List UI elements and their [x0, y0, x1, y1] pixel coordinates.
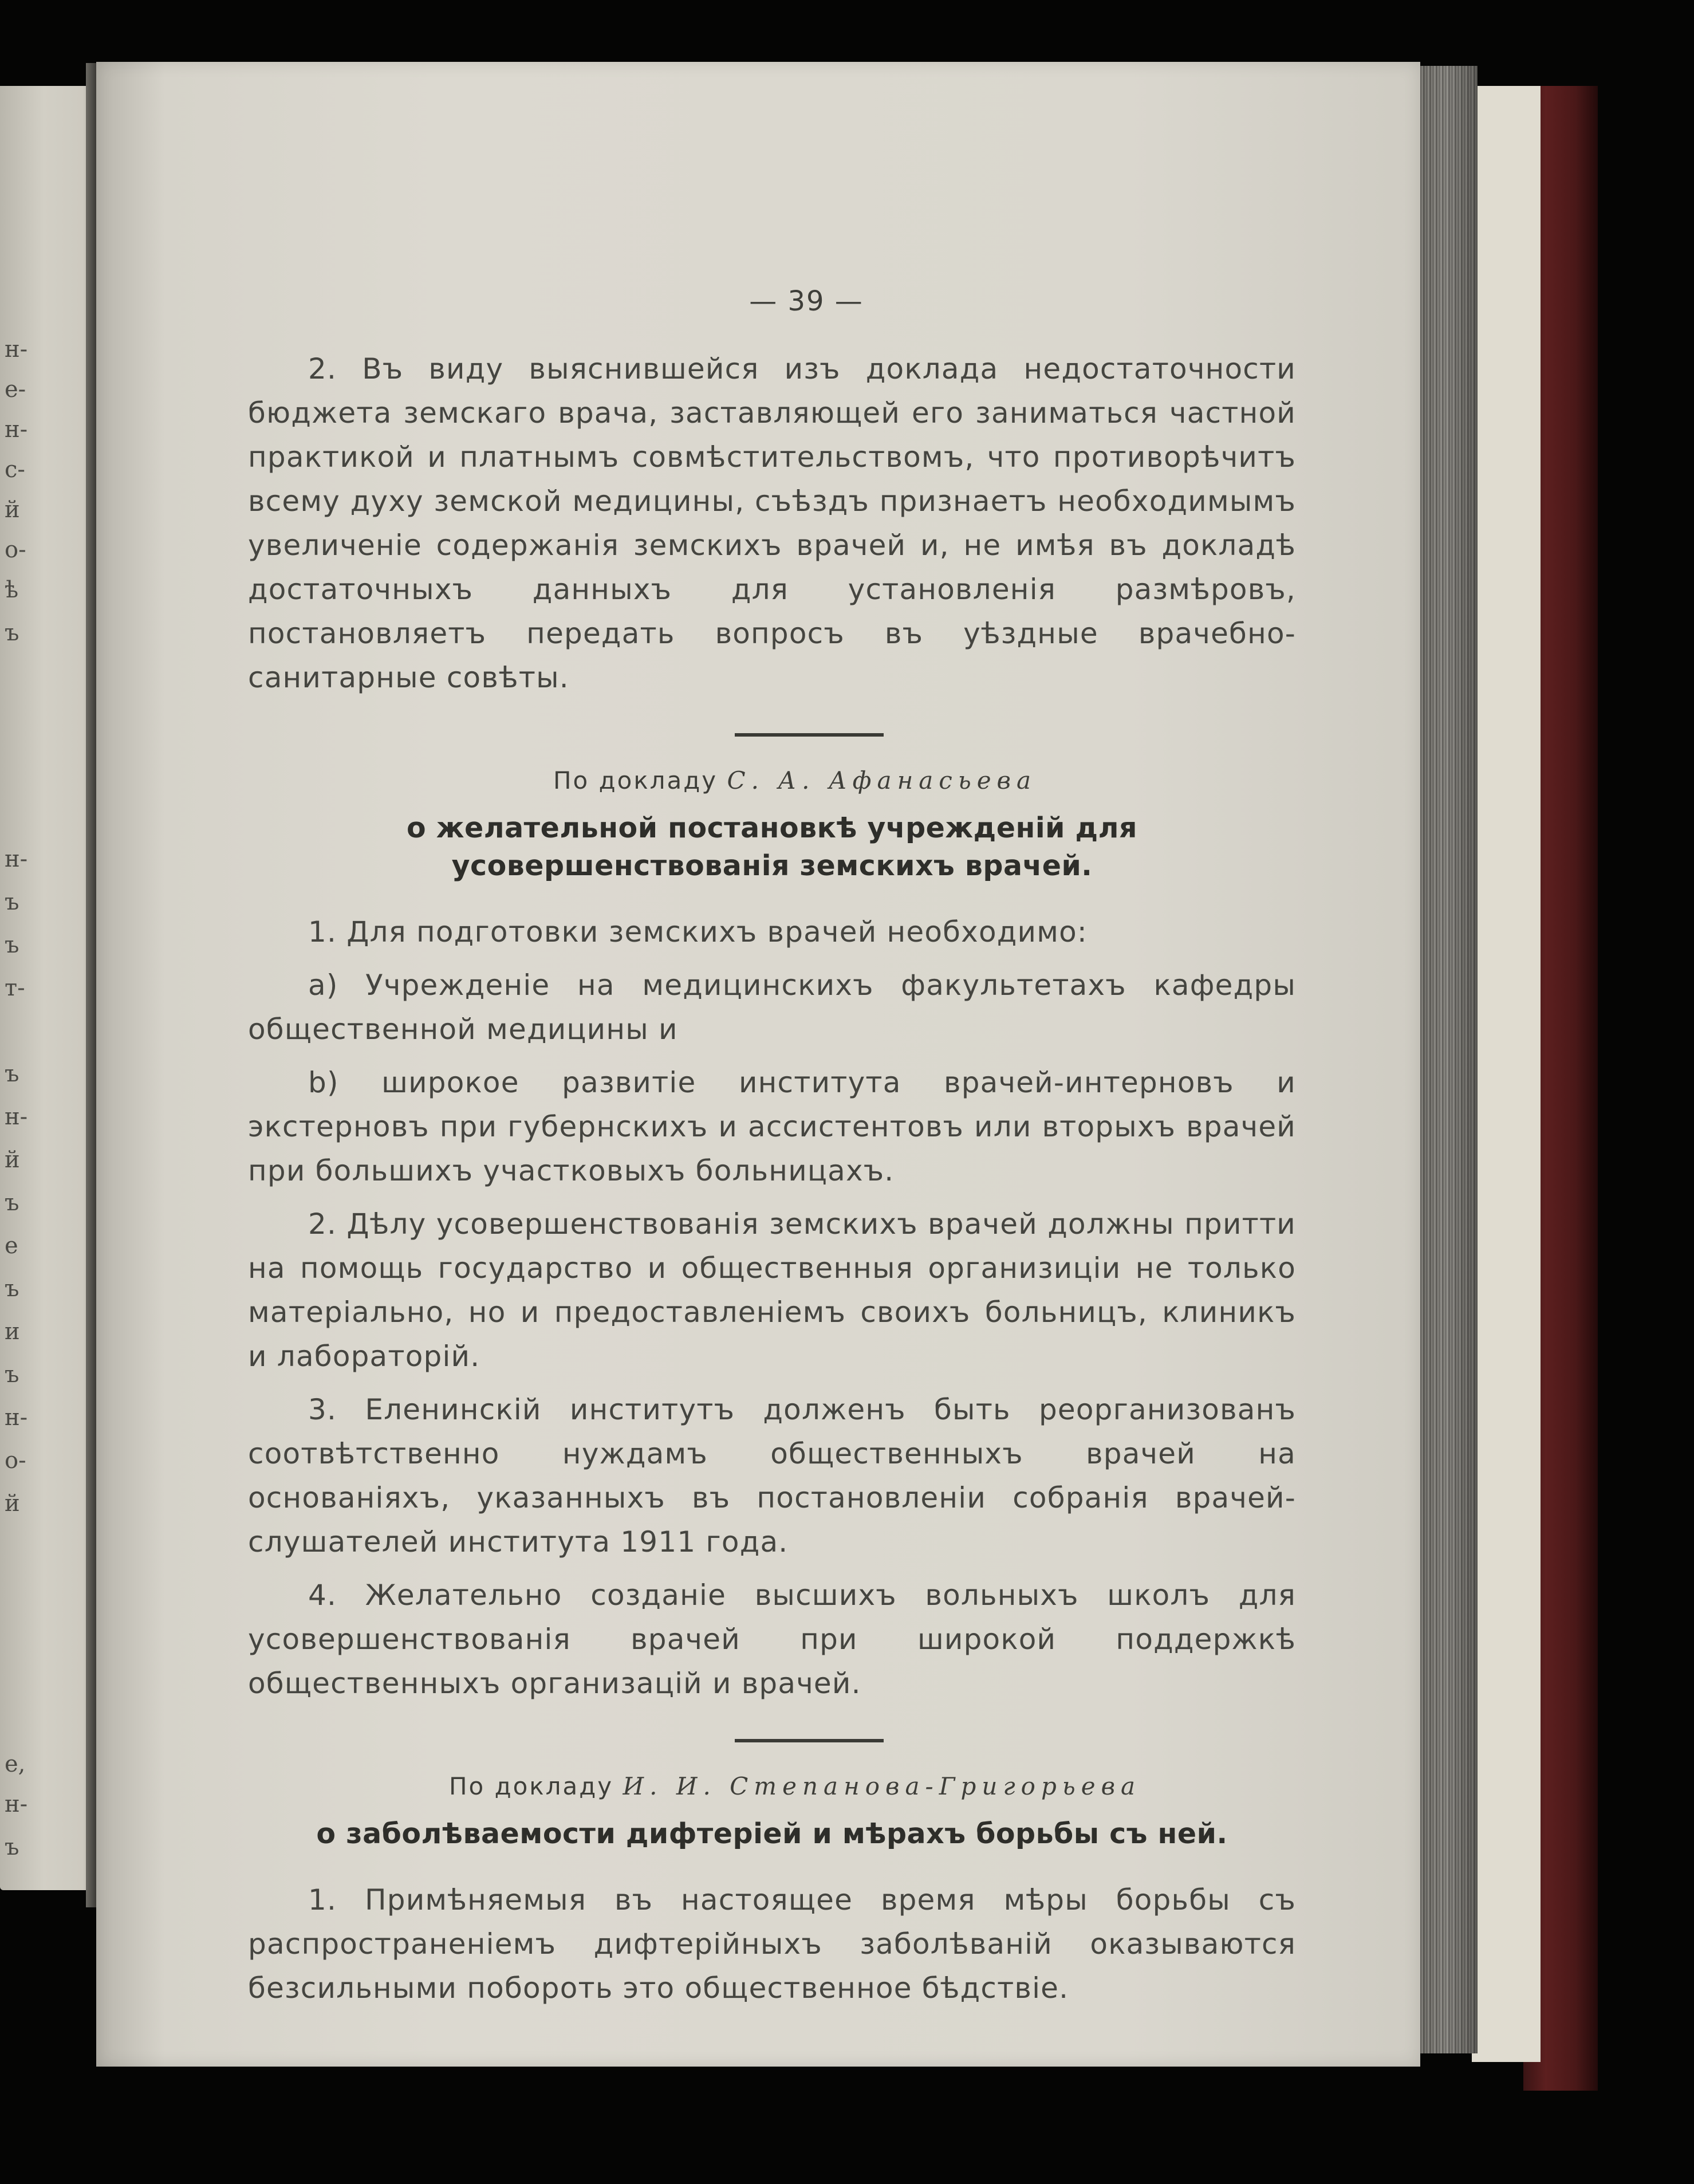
facing-page-fragment: й — [5, 497, 20, 523]
resolution-paragraph: a) Учрежденіе на медицинскихъ факультетахъ кафедры общественной медицины и — [248, 969, 1296, 1046]
facing-page-fragment: и — [5, 1319, 20, 1345]
facing-page-fragment: н- — [5, 336, 28, 363]
facing-page-fragment: ъ — [5, 1061, 19, 1087]
facing-page-fragment: ъ — [5, 1361, 19, 1388]
facing-page-fragment: ъ — [5, 932, 19, 958]
facing-page-fragment: н- — [5, 1104, 28, 1130]
facing-page-fragment: ъ — [5, 1834, 19, 1860]
resolution-paragraph: 1. Для подготовки земскихъ врачей необходимо: — [308, 915, 1088, 949]
facing-page-fragment: ѣ — [5, 577, 19, 603]
section-divider — [735, 1739, 884, 1742]
report-title: о заболѣваемости дифтеріей и мѣрахъ борьбы съ ней. — [316, 1817, 1228, 1850]
facing-page-fragment: н- — [5, 1404, 28, 1431]
facing-page-fragment: ъ — [5, 1190, 19, 1216]
facing-page-fragment: н- — [5, 416, 28, 443]
facing-page-fragment: ъ — [5, 1276, 19, 1302]
facing-page-fragment: й — [5, 1490, 20, 1517]
facing-page-fragment: е — [5, 1233, 18, 1259]
resolution-paragraph: 3. Еленинскій институтъ долженъ быть реорганизованъ соотвѣтственно нуждамъ общественныхъ врачей на основаніяхъ, указанныхъ въ постановленіи собранія врачей-слушателей института 1911 года. — [248, 1393, 1296, 1559]
facing-page-fragment: ъ — [5, 889, 19, 915]
facing-page-fragment: т- — [5, 975, 25, 1001]
report-prefix: По докладу — [553, 766, 718, 794]
report-prefix: По докладу — [448, 1772, 614, 1800]
page-content — [248, 285, 1296, 2010]
facing-page-fragment: с- — [5, 457, 25, 483]
facing-page-fragment: н- — [5, 1791, 28, 1817]
facing-page-fragment: о- — [5, 537, 26, 563]
report-author: И. И. Степанова-Григорьева — [623, 1772, 1141, 1800]
page-number: — 39 — — [749, 285, 864, 317]
page-edges-shade — [1415, 66, 1478, 2053]
facing-page-fragment: е- — [5, 376, 26, 403]
section-divider — [735, 733, 884, 737]
facing-page-fragment: е, — [5, 1751, 26, 1777]
resolution-paragraph: 4. Желательно созданіе высшихъ вольныхъ школъ для усовершенствованія врачей при широкой поддержкѣ общественныхъ организацій и врачей. — [248, 1579, 1296, 1700]
resolution-paragraph: b) широкое развитіе института врачей-интерновъ и экстерновъ при губернскихъ и ассистентовъ или вторыхъ врачей при большихъ участковыхъ больницахъ. — [248, 1066, 1296, 1187]
cover-endpaper — [1472, 86, 1541, 2062]
facing-page-fragment: н- — [5, 846, 28, 872]
resolution-paragraph: 1. Примѣняемыя въ настоящее время мѣры борьбы съ распространеніемъ дифтерійныхъ заболѣваній оказываются безсильными побороть это общественное бѣдствіе. — [248, 1883, 1296, 2005]
resolution-paragraph: 2. Дѣлу усовершенствованія земскихъ врачей должны притти на помощь государство и общественныя организиціи не только матеріально, но и предоставленіемъ своихъ больницъ, клиникъ и лабораторій. — [248, 1207, 1296, 1373]
facing-page-fragment: ъ — [5, 620, 19, 646]
facing-page-fragment: о- — [5, 1447, 26, 1474]
report-author: С. А. Афанасьева — [727, 766, 1037, 794]
book-page — [96, 62, 1420, 2067]
report-title: о желательной постановкѣ учрежденій для усовершенствованія земскихъ врачей. — [407, 812, 1137, 882]
report-attribution — [271, 766, 1319, 794]
facing-page-fragment: й — [5, 1147, 20, 1173]
resolution-paragraph: 2. Въ виду выяснившейся изъ доклада недостаточности бюджета земскаго врача, заставляющей его заниматься частной практикой и платнымъ совмѣстительствомъ, что противорѣчитъ всему духу земской медицины, съѣздъ признаетъ необходимымъ увеличеніе содержанія земскихъ врачей и, не имѣя въ докладѣ достаточныхъ данныхъ для установленія размѣровъ, постановляетъ передать вопросъ въ уѣздные врачебно-санитарные совѣты. — [248, 352, 1296, 694]
report-attribution — [271, 1772, 1319, 1800]
